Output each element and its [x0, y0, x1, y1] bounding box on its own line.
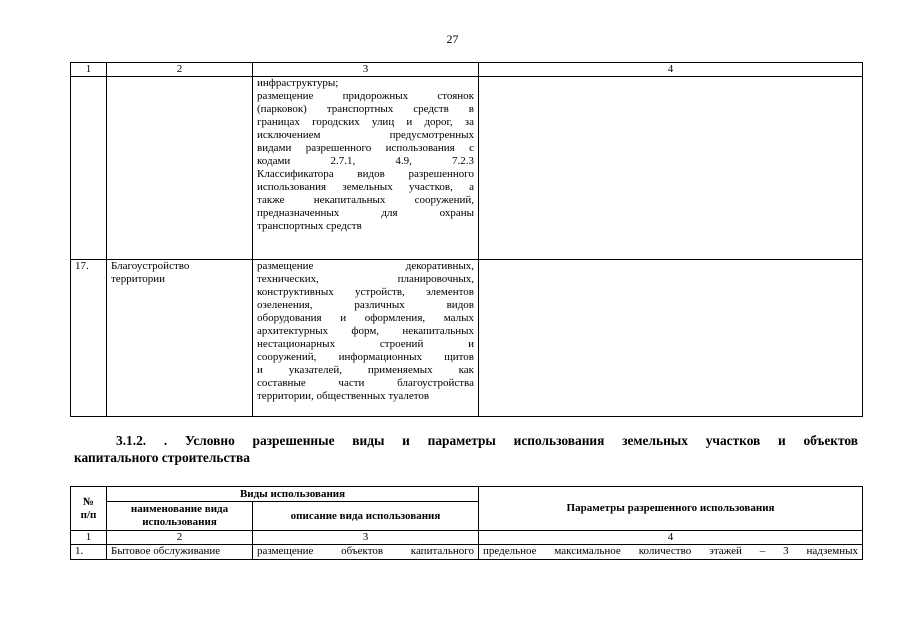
column-number: 3: [253, 531, 479, 545]
column-number-row: [71, 531, 863, 545]
column-number: 2: [107, 531, 253, 545]
column-number: 2: [107, 63, 253, 77]
section-heading: 3.1.2. . Условно разрешенные виды и параметры использования земельных участков и объектов капитального строительства: [74, 433, 858, 465]
table-row: [71, 77, 863, 260]
row-number: 1.: [71, 545, 107, 560]
column-number: 3: [253, 63, 479, 77]
column-number-row: [71, 63, 863, 77]
params-header: Параметры разрешенного использования: [479, 487, 863, 531]
page-number: 27: [446, 32, 459, 46]
description-cell: инфраструктуры; размещение придорожных стоянок (парковок) транспортных средств в границах городских улиц и дорог, за исключением предусмотренных видами разрешенного использования с кодами 2.7.1, 4.9, 7.2.3 Классификатора видов разрешенного использования земельных участков, а также некапитальных сооружений, предназначенных для охраны транспортных средств: [253, 77, 479, 260]
column-number: 4: [479, 63, 863, 77]
description-cell: размещение объектов капитального: [253, 545, 479, 560]
use-name-cell: Бытовое обслуживание: [107, 545, 253, 560]
row-number: 17.: [71, 260, 107, 417]
column-number: 1: [71, 63, 107, 77]
use-name-header: наименование вида использования: [107, 502, 253, 531]
conditional-uses-table: [70, 486, 863, 560]
params-cell: предельное максимальное количество этажей – 3 надземных: [479, 545, 863, 560]
table-row: [71, 260, 863, 417]
use-description-header: описание вида использования: [253, 502, 479, 531]
number-header: № п/п: [71, 487, 107, 531]
column-number: 4: [479, 531, 863, 545]
table-row: [71, 545, 863, 560]
uses-group-header: Виды использования: [107, 487, 479, 502]
description-cell: размещение декоративных, технических, планировочных, конструктивных устройств, элементов озеленения, различных видов оборудования и оформления, малых архитектурных форм, некапитальных нестационарных строений и сооружений, информационных щитов и указателей, применяемых как составные части благоустройства территории, общественных туалетов: [253, 260, 479, 417]
permitted-uses-table-continued: [70, 62, 863, 417]
use-name-cell: Благоустройство территории: [107, 260, 253, 417]
column-number: 1: [71, 531, 107, 545]
